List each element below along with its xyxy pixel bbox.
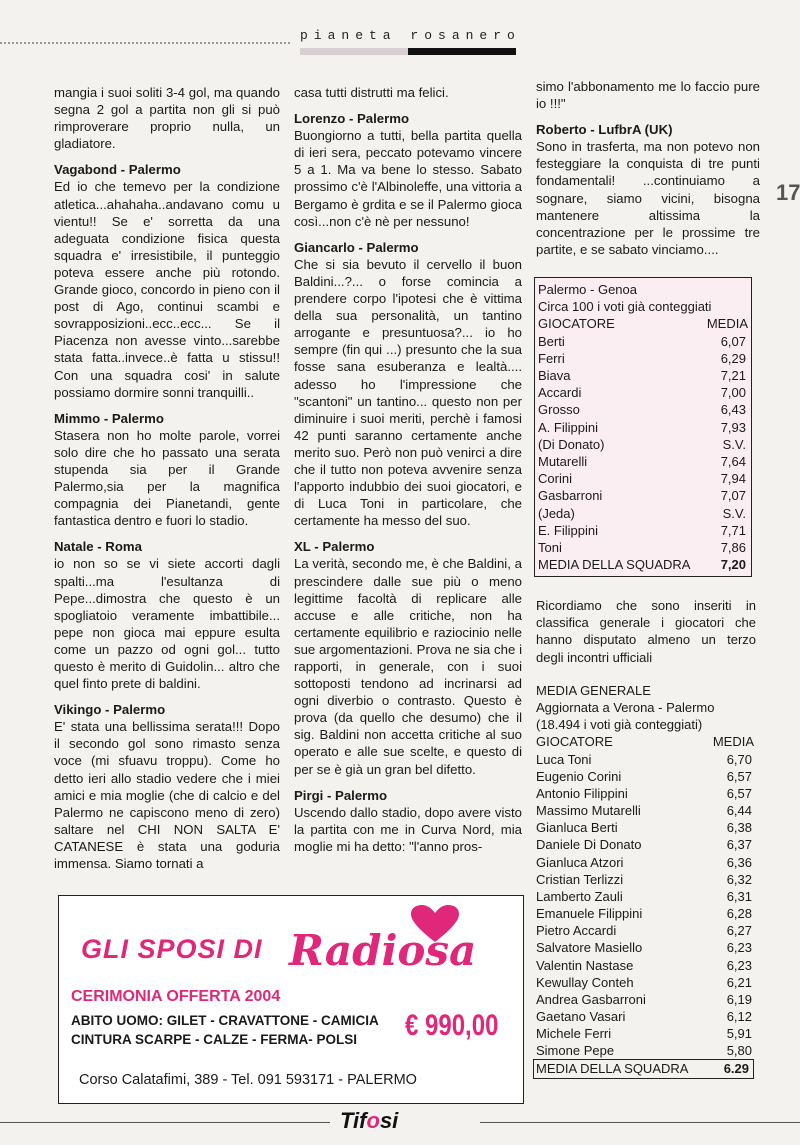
table-row <box>536 785 754 802</box>
player-average: 5,91 <box>726 1026 752 1042</box>
player-average: S.V. <box>722 505 746 521</box>
table-row <box>536 939 754 956</box>
player-name: Massimo Mutarelli <box>536 803 641 819</box>
player-name: Luca Toni <box>536 751 592 767</box>
comment-author: Giancarlo - Palermo <box>294 239 419 255</box>
comment-text: casa tutti distrutti ma felici. <box>294 85 449 100</box>
table-title: MEDIA GENERALE <box>536 683 651 698</box>
table-row <box>538 419 748 436</box>
comment <box>294 84 522 101</box>
comment-author: XL - Palermo <box>294 539 375 555</box>
player-average: 6,32 <box>726 871 752 887</box>
player-average: 6,70 <box>726 751 752 767</box>
table-row <box>536 888 754 905</box>
footer-logo <box>340 1108 398 1134</box>
table-row <box>538 367 748 384</box>
player-name: Gianluca Berti <box>536 820 618 836</box>
header-bar-dark <box>408 48 516 55</box>
comment <box>54 538 280 692</box>
column-3 <box>536 78 760 267</box>
logo-part-o: o <box>366 1108 380 1133</box>
match-ratings-table <box>534 277 752 577</box>
player-average: 6,27 <box>726 923 752 939</box>
comment-text: Sono in trasferta, ma non potevo non festeggiare la conquista di tre punti fondamentali! ...continuiamo a sognare, siamo vicini, bisogna mantenere altissima la concentrazione per le prossime tre partite, e se sabato vinciamo.... <box>536 139 760 257</box>
team-average-row <box>533 1059 754 1078</box>
table-row <box>536 819 754 836</box>
comment-author: Mimmo - Palermo <box>54 410 164 426</box>
player-average: 6,43 <box>720 402 746 418</box>
table-header <box>538 315 748 332</box>
logo-part-a: Tif <box>340 1108 367 1133</box>
comment-author: Vikingo - Palermo <box>54 702 166 718</box>
player-average: 6,19 <box>726 991 752 1007</box>
section-title: pianeta rosanero <box>300 28 521 43</box>
comment-author: Lorenzo - Palermo <box>294 111 410 127</box>
team-average-label: MEDIA DELLA SQUADRA <box>536 1061 689 1077</box>
player-average: 7,00 <box>720 385 746 401</box>
ad-price: € 990,00 <box>405 1009 499 1042</box>
comment-text: Buongiorno a tutti, bella partita quella di ieri sera, peccato potevamo vincere 5 a 1. Ma va bene lo stesso. Sabato prossimo c'è l'Albinoleffe, una vittoria a Bergamo è grdita e se il Palermo gioca così...non c'è nè per nessuno! <box>294 128 522 229</box>
player-average: 6,31 <box>726 888 752 904</box>
table-header <box>536 733 754 750</box>
table-row <box>536 1008 754 1025</box>
player-average: 6,57 <box>726 785 752 801</box>
player-average: 6,23 <box>726 940 752 956</box>
comment-text: La verità, secondo me, è che Baldini, a prescindere dalle sue più o meno legittime facoltà di replicare alle accuse e alle critiche, non ha certamente equilibrio e raziocinio nelle sue argomentazioni. Prova ne sia che i rapporti, in generale, con i suoi sottoposti tendono ad incrinarsi ad ogni diverbio o contrasto. Questo è prova (da quello che desumo) che il sig. Baldini non accetta critiche al suo operato e alle sue scelte, e questo di per se è già un gran bel difetto. <box>294 556 522 777</box>
table-row <box>538 436 748 453</box>
player-average: 6,37 <box>726 837 752 853</box>
comment-author: Natale - Roma <box>54 539 142 555</box>
player-name: E. Filippini <box>538 522 598 538</box>
comment <box>294 110 522 230</box>
column-1 <box>54 84 280 881</box>
ad-brand-prefix: GLI SPOSI DI <box>81 934 263 964</box>
player-average: 6,29 <box>720 350 746 366</box>
table-row <box>536 1025 754 1042</box>
player-name: Andrea Gasbarroni <box>536 991 646 1007</box>
ad-line-1: ABITO UOMO: GILET - CRAVATTONE - CAMICIA <box>71 1013 379 1028</box>
player-name: Biava <box>538 368 571 384</box>
player-average: 6,23 <box>726 957 752 973</box>
comment-author: Roberto - LufbrA (UK) <box>536 122 673 138</box>
comment-text: simo l'abbonamento me lo faccio pure io !!!" <box>536 79 760 112</box>
player-average: 7,07 <box>720 488 746 504</box>
player-average: 6,36 <box>726 854 752 870</box>
player-average: 7,93 <box>720 419 746 435</box>
table-row <box>538 384 748 401</box>
comment <box>54 701 280 872</box>
player-name: Gaetano Vasari <box>536 1008 626 1024</box>
table-row <box>538 350 748 367</box>
table-row <box>538 539 748 556</box>
table-row <box>538 333 748 350</box>
player-name: Salvatore Masiello <box>536 940 643 956</box>
table-row <box>538 487 748 504</box>
col-header-avg: MEDIA <box>706 316 748 332</box>
table-row <box>538 470 748 487</box>
player-average: 6,44 <box>726 803 752 819</box>
player-average: 6,07 <box>720 333 746 349</box>
comment <box>536 121 760 258</box>
table-subtitle: Aggiornata a Verona - Palermo <box>536 700 715 716</box>
player-average: S.V. <box>722 436 746 452</box>
player-name: Accardi <box>538 385 582 401</box>
player-name: Eugenio Corini <box>536 768 622 784</box>
player-name: Gianluca Atzori <box>536 854 624 870</box>
ad-ceremony: CERIMONIA OFFERTA 2004 <box>71 988 281 1005</box>
table-row <box>536 854 754 871</box>
table-subtitle: Circa 100 i voti già conteggiati <box>538 299 712 315</box>
col-header-player: GIOCATORE <box>538 316 615 332</box>
ad-brand-name: Radiosa <box>289 926 477 975</box>
player-average: 6,28 <box>726 906 752 922</box>
player-name: Kewullay Conteh <box>536 974 634 990</box>
player-average: 6,38 <box>726 820 752 836</box>
comment-author: Pirgi - Palermo <box>294 787 388 803</box>
comment <box>294 239 522 530</box>
player-name: Mutarelli <box>538 454 588 470</box>
player-name: Cristian Terlizzi <box>536 871 624 887</box>
comment-text: Uscendo dallo stadio, dopo avere visto la partita con me in Curva Nord, mia moglie mi ha detto: "l'anno pros- <box>294 804 522 854</box>
team-average-label: MEDIA DELLA SQUADRA <box>538 557 691 573</box>
comment-text: mangia i suoi soliti 3-4 gol, ma quando segna 2 gol a partita non gli si può rimproverare proprio nulla, un gladiatore. <box>54 85 280 152</box>
comment <box>54 410 280 530</box>
page-header <box>0 0 800 60</box>
player-name: A. Filippini <box>538 419 598 435</box>
player-name: Emanuele Filippini <box>536 906 643 922</box>
player-name: Ferri <box>538 350 565 366</box>
player-average: 6,12 <box>726 1008 752 1024</box>
table-row <box>536 836 754 853</box>
ranking-note: Ricordiamo che sono inseriti in classifica generale i giocatori che hanno disputato almeno un terzo degli incontri ufficiali <box>536 598 756 665</box>
player-name: Gasbarroni <box>538 488 603 504</box>
table-title: Palermo - Genoa <box>538 282 637 297</box>
dotted-rule <box>0 42 290 44</box>
player-average: 5,80 <box>726 1043 752 1059</box>
player-name: Simone Pepe <box>536 1043 615 1059</box>
overall-ratings-table <box>536 682 754 1079</box>
comment-author: Vagabond - Palermo <box>54 162 181 178</box>
player-name: Corini <box>538 471 572 487</box>
player-average: 7,21 <box>720 368 746 384</box>
col-header-player: GIOCATORE <box>536 734 613 750</box>
player-name: (Jeda) <box>538 505 575 521</box>
column-2 <box>294 84 522 864</box>
table-row <box>538 505 748 522</box>
player-name: Toni <box>538 540 562 556</box>
player-average: 7,71 <box>720 522 746 538</box>
player-name: Daniele Di Donato <box>536 837 642 853</box>
table-row <box>538 522 748 539</box>
comment <box>536 78 760 112</box>
comment-text: Che si sia bevuto il cervello il buon Baldini...?... o forse comincia a prendere corpo l'ipotesi che è vittima della sua personalità, un tantino arrogante e presuntuosa?... io ho sempre (fin qui ...) presunto che la sua fosse sana esuberanza e lealtà.... adesso ho l'impressione che "scantoni" un tantino... questo non per diminuire i suoi meriti, perchè i famosi 42 punti saranno certamente anche merito suo. Però non può venirci a dire che il tutto non poteva avvenire senza l'apporto indubbio dei suoi giocatori, e di Luca Toni in particolare, che certamente ha messo del suo. <box>294 256 522 529</box>
player-name: Lamberto Zauli <box>536 888 623 904</box>
table-row <box>536 1042 754 1059</box>
footer-rule-right <box>480 1122 800 1123</box>
comment <box>54 84 280 152</box>
player-name: Michele Ferri <box>536 1026 612 1042</box>
team-average-value: 7,20 <box>720 557 746 573</box>
team-average-row <box>538 556 748 573</box>
player-average: 7,94 <box>720 471 746 487</box>
table-row <box>538 401 748 418</box>
player-name: (Di Donato) <box>538 436 605 452</box>
page-number: 17 <box>776 180 800 205</box>
col-header-avg: MEDIA <box>712 734 754 750</box>
comment-text: Stasera non ho molte parole, vorrei solo dire che ho passato una serata stupenda sia per il Grande Palermo,sia per la magnifica compagnia dei Pianetandi, gente fantastica dentro e fuori lo stadio. <box>54 427 280 529</box>
table-row <box>536 768 754 785</box>
table-row <box>536 974 754 991</box>
player-name: Grosso <box>538 402 580 418</box>
player-name: Berti <box>538 333 565 349</box>
comment-text: Ed io che temevo per la condizione atletica...ahahaha..andavano comu u vientu!! Se e' sorretta da una adeguata condizione fisica questa squadra e' irresistibile, il punteggio poteva essere anche più rotondo. Grande gioco, concordo in pieno con il post di Ago, continui scambi e sovrapposizioni..ecc..ecc... Se il Piacenza non avesse vinto...sarebbe stata fatta..invece..è fatta u stissu!! Con una squadra cosi' in salute possiamo dormire sonni tranquilli.. <box>54 179 280 400</box>
player-average: 7,86 <box>720 540 746 556</box>
player-average: 6,57 <box>726 768 752 784</box>
player-average: 6,21 <box>726 974 752 990</box>
ad-address: Corso Calatafimi, 389 - Tel. 091 593171 - PALERMO <box>79 1072 417 1088</box>
footer-rule-left <box>0 1122 330 1123</box>
ad-line-2: CINTURA SCARPE - CALZE - FERMA- POLSI <box>71 1032 357 1047</box>
comment-text: E' stata una bellissima serata!!! Dopo il secondo gol sono rimasto senza voce (mi sfuavu troppu). Come ho detto ieri allo stadio vedere che i miei amici e mia moglie (che di calcio e del Palermo ne capiscono meno di zero) saltare nel CHI NON SALTA E' CATANESE è stata una goduria immensa. Siamo tornati a <box>54 719 280 872</box>
advertisement <box>58 895 524 1104</box>
table-subtitle-2: (18.494 i voti già conteggiati) <box>536 717 703 733</box>
comment <box>294 538 522 777</box>
table-row <box>536 802 754 819</box>
table-row <box>536 957 754 974</box>
table-row <box>536 922 754 939</box>
table-row <box>536 905 754 922</box>
table-row <box>536 871 754 888</box>
player-name: Antonio Filippini <box>536 785 628 801</box>
logo-part-b: si <box>379 1108 399 1133</box>
header-bar-light <box>300 48 408 55</box>
table-row <box>538 453 748 470</box>
table-row <box>536 751 754 768</box>
comment-text: io non so se vi siete accorti dagli spalti...ma l'esultanza di Pepe...dimostra che questo è un spogliatoio veramente imbattibile... pepe non gioca mai eppure esulta come un pazzo od ogni gol... tutto questo è merito di Guidolin... altro che quel finto prete di baldini. <box>54 556 280 692</box>
comment <box>294 787 522 855</box>
player-name: Pietro Accardi <box>536 923 617 939</box>
player-name: Valentin Nastase <box>536 957 634 973</box>
team-average-value: 6.29 <box>723 1061 749 1077</box>
table-row <box>536 991 754 1008</box>
comment <box>54 161 280 400</box>
player-average: 7,64 <box>720 454 746 470</box>
